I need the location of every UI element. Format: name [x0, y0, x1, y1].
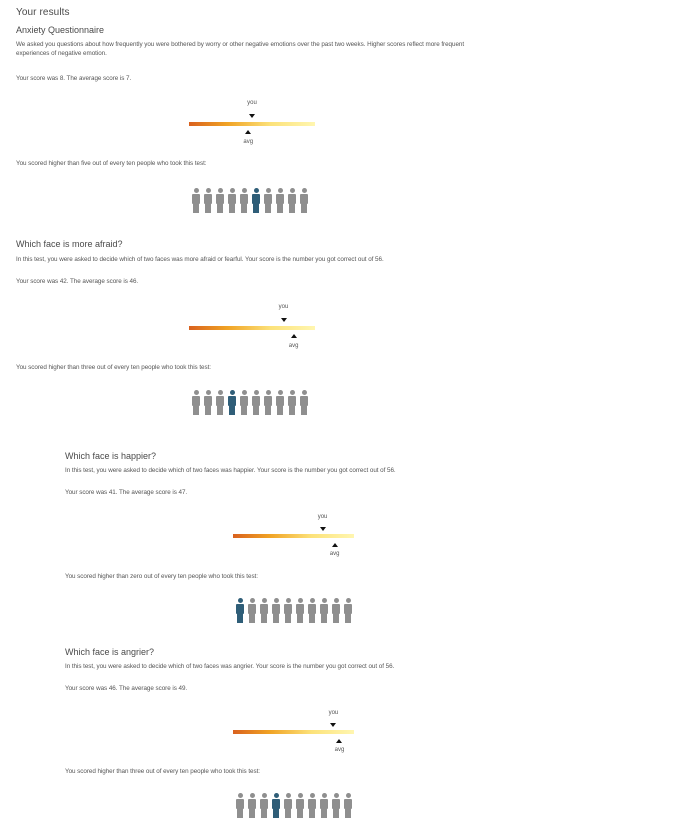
page-title: Your results	[16, 7, 70, 18]
section-title: Which face is more afraid?	[16, 239, 123, 249]
person-icon	[294, 793, 306, 818]
avg-label: avg	[334, 747, 345, 753]
score-gradient-bar	[233, 534, 354, 538]
score-gradient-bar	[233, 730, 354, 734]
you-marker-icon	[281, 318, 287, 322]
you-label: you	[328, 710, 339, 716]
you-label: you	[247, 100, 257, 106]
score-text: Your score was 41. The average score is 47.	[65, 489, 188, 496]
person-icon	[306, 598, 318, 623]
people-row	[190, 188, 310, 213]
person-icon	[298, 390, 310, 415]
person-icon	[190, 390, 202, 415]
section-title: Which face is angrier?	[65, 647, 155, 657]
person-icon	[238, 188, 250, 213]
comparison-text: You scored higher than three out of every ten people who took this test:	[65, 768, 260, 775]
you-label: you	[278, 304, 289, 310]
avg-marker-icon	[245, 130, 251, 134]
section-title: Anxiety Questionnaire	[16, 25, 105, 35]
section-description: In this test, you were asked to decide which of two faces was angrier. Your score is the number you got correct out of 56.	[65, 663, 395, 670]
avg-label: avg	[329, 551, 340, 557]
person-icon	[318, 793, 330, 818]
person-icon	[286, 188, 298, 213]
person-icon-you	[234, 598, 246, 623]
person-icon	[270, 598, 282, 623]
you-marker-icon	[330, 723, 336, 727]
person-icon	[214, 390, 226, 415]
person-icon	[190, 188, 202, 213]
person-icon	[250, 390, 262, 415]
section-description: In this test, you were asked to decide which of two faces was happier. Your score is the number you got correct out of 56.	[65, 467, 396, 474]
people-row	[234, 793, 354, 818]
avg-label: avg	[243, 139, 254, 145]
person-icon-you	[250, 188, 262, 213]
person-icon	[238, 390, 250, 415]
person-icon	[214, 188, 226, 213]
comparison-text: You scored higher than three out of every ten people who took this test:	[16, 364, 211, 371]
person-icon	[330, 793, 342, 818]
score-scale	[233, 710, 354, 760]
person-icon	[202, 188, 214, 213]
person-icon	[258, 598, 270, 623]
person-icon	[274, 188, 286, 213]
person-icon	[274, 390, 286, 415]
person-icon	[246, 793, 258, 818]
person-icon	[282, 598, 294, 623]
person-icon	[298, 188, 310, 213]
score-gradient-bar	[189, 122, 315, 126]
person-icon	[342, 793, 354, 818]
person-icon	[342, 598, 354, 623]
score-text: Your score was 8. The average score is 7.	[16, 75, 132, 82]
you-label: you	[317, 514, 328, 520]
person-icon	[246, 598, 258, 623]
section-title: Which face is happier?	[65, 451, 157, 461]
avg-marker-icon	[291, 334, 297, 338]
person-icon	[294, 598, 306, 623]
person-icon	[262, 390, 274, 415]
comparison-text: You scored higher than five out of every ten people who took this test:	[16, 160, 207, 167]
people-row	[234, 598, 354, 623]
people-row	[190, 390, 310, 415]
person-icon	[234, 793, 246, 818]
score-scale	[233, 514, 354, 564]
person-icon	[258, 793, 270, 818]
avg-label: avg	[288, 343, 299, 349]
person-icon-you	[226, 390, 238, 415]
section-description: In this test, you were asked to decide which of two faces was more afraid or fearful. Your score is the number you got correct out of 56.	[16, 256, 384, 263]
person-icon	[306, 793, 318, 818]
comparison-text: You scored higher than zero out of every ten people who took this test:	[65, 573, 258, 580]
person-icon-you	[270, 793, 282, 818]
you-marker-icon	[249, 114, 255, 118]
avg-marker-icon	[336, 739, 342, 743]
section-description: We asked you questions about how frequently you were bothered by worry or other negative emotions over the past two weeks. Higher scores reflect more frequent experiences of negative emotion.	[16, 41, 465, 57]
avg-marker-icon	[332, 543, 338, 547]
person-icon	[262, 188, 274, 213]
person-icon	[318, 598, 330, 623]
you-marker-icon	[320, 527, 326, 531]
score-scale	[189, 304, 315, 354]
person-icon	[226, 188, 238, 213]
score-gradient-bar	[189, 326, 315, 330]
person-icon	[202, 390, 214, 415]
person-icon	[286, 390, 298, 415]
score-text: Your score was 46. The average score is 49.	[65, 685, 188, 692]
person-icon	[282, 793, 294, 818]
person-icon	[330, 598, 342, 623]
score-scale	[189, 100, 315, 150]
score-text: Your score was 42. The average score is 46.	[16, 278, 139, 285]
